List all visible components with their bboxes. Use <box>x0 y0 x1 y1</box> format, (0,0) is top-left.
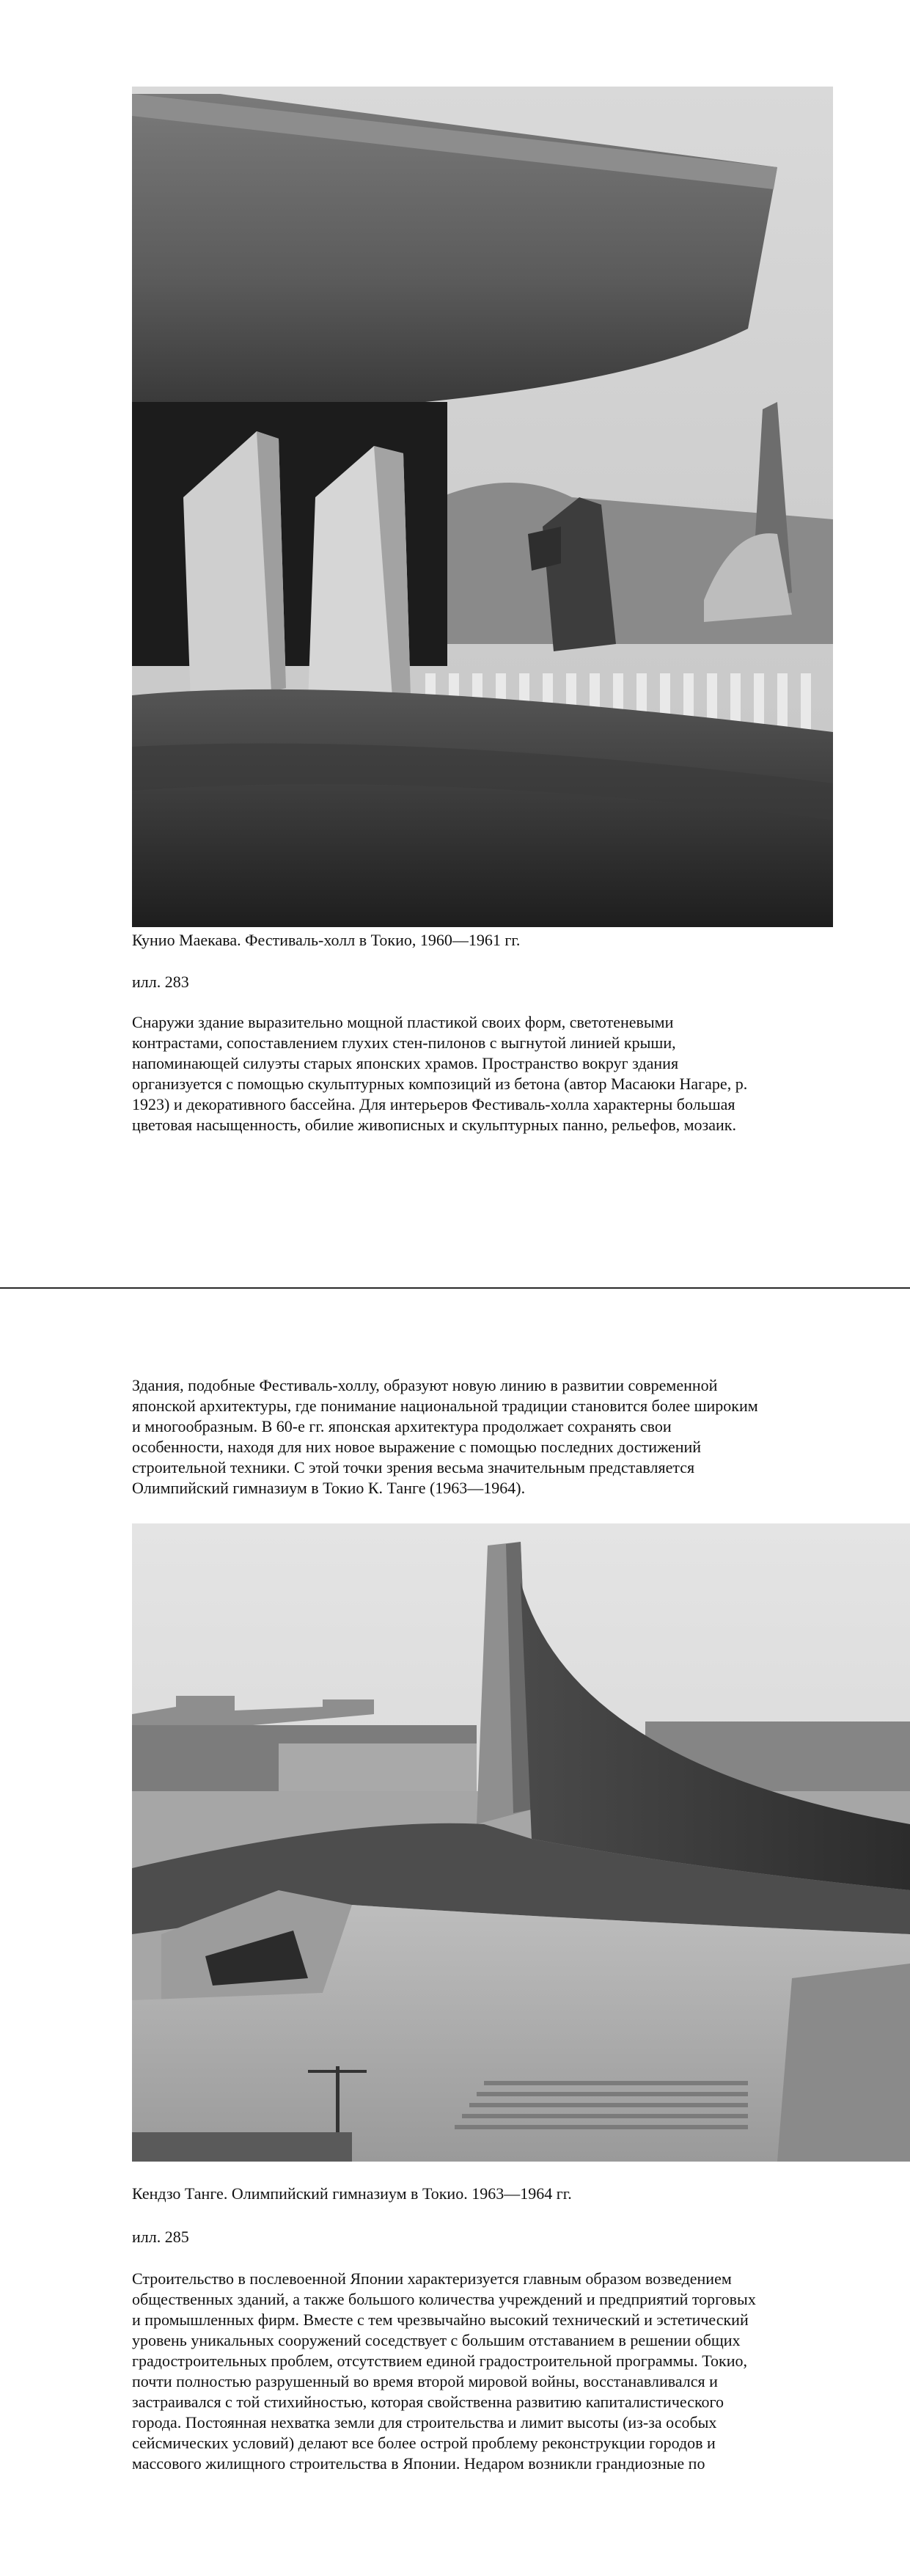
paragraph-line: градостроительных проблем, отсутствием единой градостроительной программы. Токио, <box>132 2352 747 2370</box>
document-page-1 <box>0 0 910 1287</box>
photo-caption-festival-hall: Кунио Маекава. Фестиваль-холл в Токио, 1960—1961 гг. <box>132 931 521 949</box>
paragraph-line: сейсмических условий) делают все более острой проблему реконструкции городов и <box>132 2434 716 2452</box>
paragraph-line: цветовая насыщенность, обилие живописных и скульптурных панно, рельефов, мозаик. <box>132 1116 736 1134</box>
paragraph-line: массового жилищного строительства в Японии. Недаром возникли грандиозные по <box>132 2454 705 2473</box>
paragraph-postwar-construction <box>132 2269 807 2474</box>
paragraph-line: Олимпийский гимназиум в Токио К. Танге (1963—1964). <box>132 1479 526 1497</box>
paragraph-line: и промышленных фирм. Вместе с тем чрезвычайно высокий технический и эстетический <box>132 2310 749 2329</box>
paragraph-line: особенности, находя для них новое выражение с помощью последних достижений <box>132 1438 702 1456</box>
paragraph-line: контрастами, сопоставлением глухих стен-пилонов с выгнутой линией крыши, <box>132 1033 676 1052</box>
photo-caption-olympic-gymnasium: Кендзо Танге. Олимпийский гимназиум в Токио. 1963—1964 гг. <box>132 2184 572 2203</box>
olympic-gymnasium-photo <box>132 1523 910 2162</box>
paragraph-line: Здания, подобные Фестиваль-холлу, образуют новую линию в развитии современной <box>132 1376 718 1394</box>
paragraph-line: японской архитектуры, где понимание национальной традиции становится более широким <box>132 1397 758 1415</box>
paragraph-line: застраивался с той стихийностью, которая свойственна развитию капиталистического <box>132 2393 724 2411</box>
illustration-reference-283: илл. 283 <box>132 973 189 991</box>
paragraph-line: общественных зданий, а также большого количества учреждений и предприятий торговых <box>132 2290 756 2308</box>
document-page-2 <box>0 1289 910 2576</box>
festival-hall-photo <box>132 87 833 927</box>
illustration-reference-285: илл. 285 <box>132 2228 189 2246</box>
paragraph-line: и многообразным. В 60-е гг. японская архитектура продолжает сохранять свои <box>132 1417 672 1435</box>
paragraph-line: организуется с помощью скульптурных композиций из бетона (автор Масаюки Нагаре, р. <box>132 1075 748 1093</box>
paragraph-line: уровень уникальных сооружений соседствует с большим отставанием в решении общих <box>132 2331 741 2349</box>
paragraph-line: напоминающей силуэты старых японских храмов. Пространство вокруг здания <box>132 1054 679 1072</box>
paragraph-line: 1923) и декоративного бассейна. Для интерьеров Фестиваль-холла характерны большая <box>132 1095 735 1113</box>
paragraph-line: почти полностью разрушенный во время второй мировой войны, восстанавливался и <box>132 2372 718 2390</box>
paragraph-line: Строительство в послевоенной Японии характеризуется главным образом возведением <box>132 2269 732 2288</box>
paragraph-line: строительной техники. С этой точки зрения весьма значительным представляется <box>132 1458 695 1477</box>
paragraph-intro <box>132 1375 807 1499</box>
paragraph-line: города. Постоянная нехватка земли для строительства и лимит высоты (из-за особых <box>132 2413 717 2432</box>
paragraph-line: Снаружи здание выразительно мощной пластикой своих форм, светотеневыми <box>132 1013 674 1031</box>
paragraph-festival-hall <box>132 1012 807 1135</box>
